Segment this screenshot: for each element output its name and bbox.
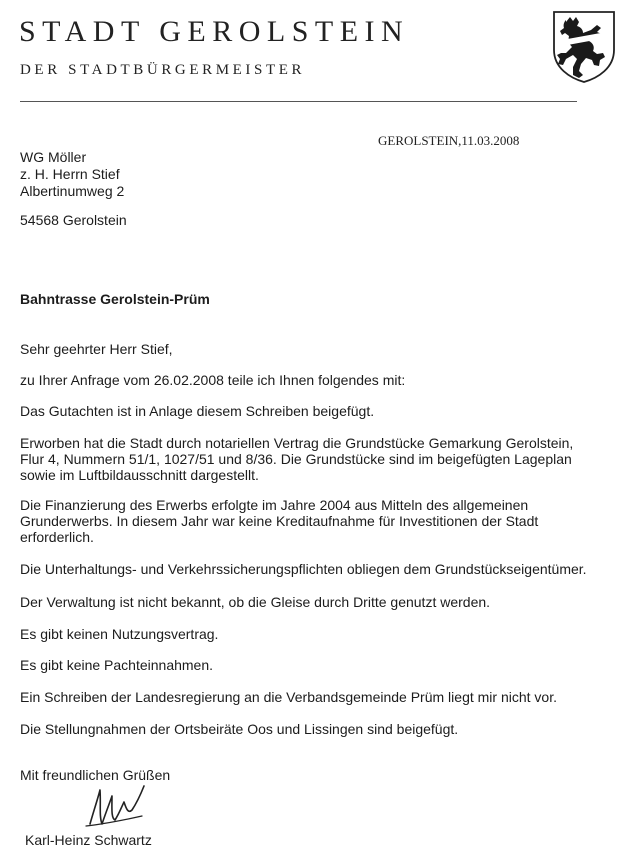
paragraph-line: sowie im Luftbildausschnitt dargestellt. [20, 467, 259, 483]
letterhead-title: STADT GEROLSTEIN [19, 15, 410, 48]
paragraph-line: Grunderwerbs. In diesem Jahr war keine Kreditaufnahme für Investitionen der Stadt [20, 513, 539, 529]
recipient-attention: z. H. Herrn Stief [20, 166, 120, 182]
handwritten-signature-icon [84, 780, 154, 830]
letterhead-divider [20, 101, 577, 102]
paragraph-line: Flur 4, Nummern 51/1, 1027/51 und 8/36. Die Grundstücke sind im beigefügten Lageplan [20, 451, 572, 467]
paragraph-usage-contract: Es gibt keinen Nutzungsvertrag. [20, 626, 219, 642]
paragraph-line: Erworben hat die Stadt durch notariellen Vertrag die Grundstücke Gemarkung Gerolstein, [20, 435, 574, 451]
paragraph-line: Die Finanzierung des Erwerbs erfolgte im Jahre 2004 aus Mitteln des allgemeinen [20, 497, 529, 513]
paragraph-appraisal: Das Gutachten ist in Anlage diesem Schreiben beigefügt. [20, 403, 375, 419]
recipient-city: 54568 Gerolstein [20, 212, 127, 228]
lion-coat-of-arms-icon [552, 10, 616, 84]
paragraph-track-usage: Der Verwaltung ist nicht bekannt, ob die Gleise durch Dritte genutzt werden. [20, 594, 491, 610]
paragraph-acquisition [20, 435, 573, 483]
recipient-name: WG Möller [20, 149, 87, 165]
salutation: Sehr geehrter Herr Stief, [20, 341, 173, 357]
paragraph-maintenance: Die Unterhaltungs- und Verkehrssicherungspflichten obliegen dem Grundstückseigentümer. [20, 561, 587, 577]
paragraph-financing [20, 497, 538, 545]
subject-line: Bahntrasse Gerolstein-Prüm [20, 291, 210, 307]
letterhead-subtitle: DER STADTBÜRGERMEISTER [20, 62, 306, 78]
date-line: GEROLSTEIN,11.03.2008 [378, 133, 520, 148]
closing-line: Mit freundlichen Grüßen [20, 767, 171, 783]
signer-name: Karl-Heinz Schwartz [25, 832, 152, 848]
paragraph-intro: zu Ihrer Anfrage vom 26.02.2008 teile ich Ihnen folgendes mit: [20, 372, 406, 388]
paragraph-lease-income: Es gibt keine Pachteinnahmen. [20, 657, 214, 673]
paragraph-line: erforderlich. [20, 529, 94, 545]
paragraph-state-letter: Ein Schreiben der Landesregierung an die Verbandsgemeinde Prüm liegt mir nicht vor. [20, 689, 557, 705]
paragraph-statements: Die Stellungnahmen der Ortsbeiräte Oos und Lissingen sind beigefügt. [20, 721, 459, 737]
recipient-street: Albertinumweg 2 [20, 183, 125, 199]
